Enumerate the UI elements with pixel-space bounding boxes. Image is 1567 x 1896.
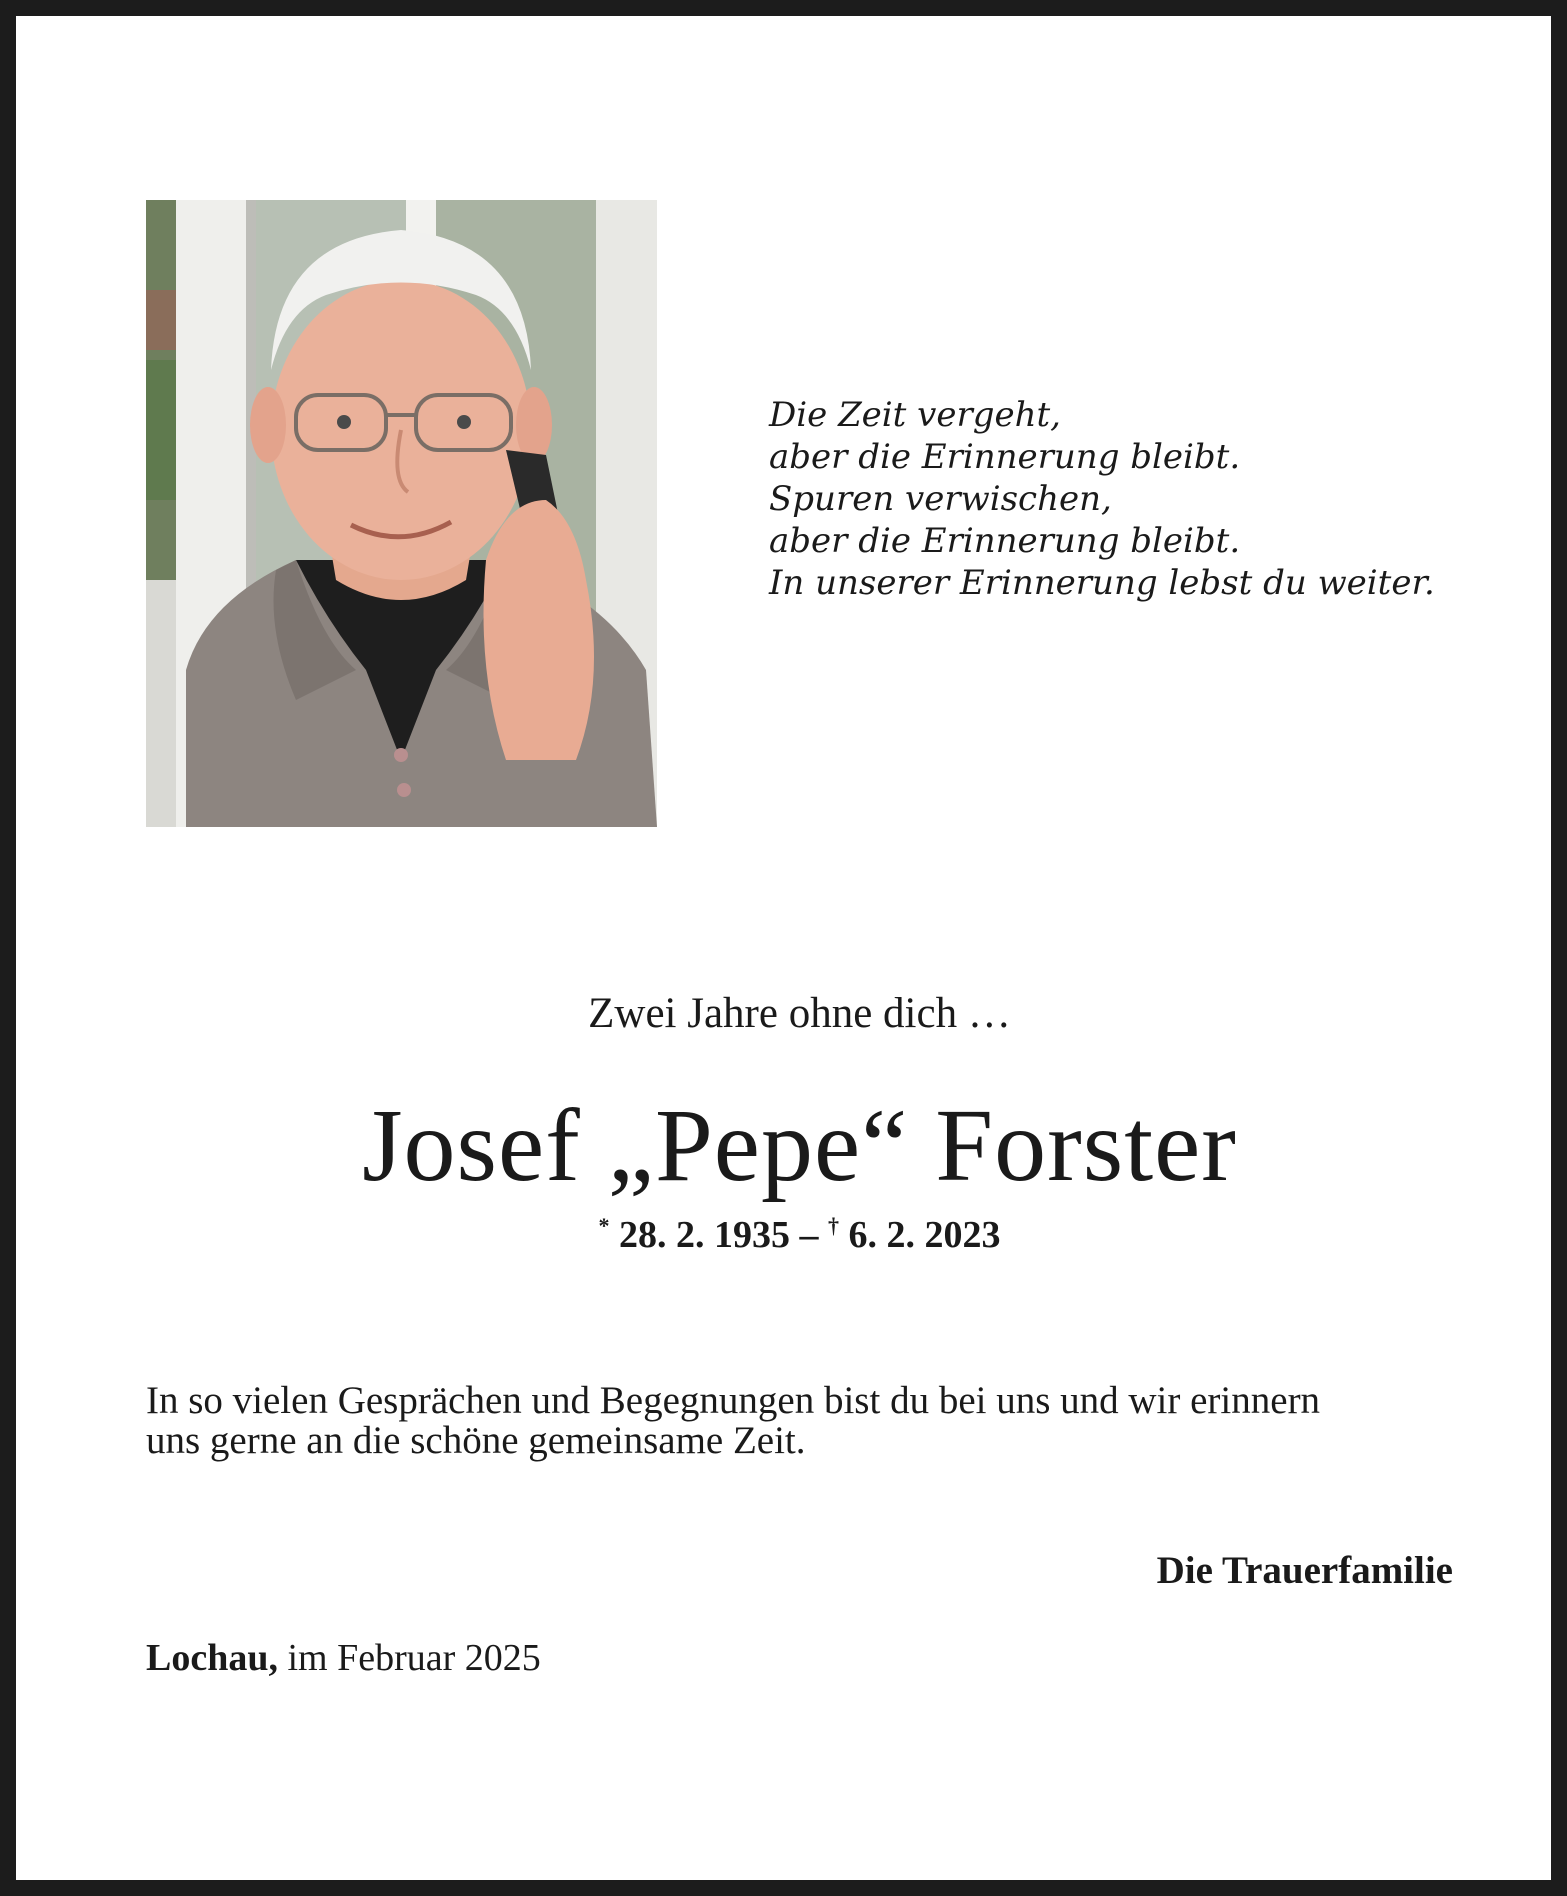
place-month: im Februar 2025: [277, 1637, 541, 1679]
poem-line: In unserer Erinnerung lebst du weiter.: [769, 563, 1435, 603]
date-separator: –: [790, 1214, 828, 1256]
memorial-message: [146, 1381, 1466, 1461]
place-town: Lochau,: [146, 1637, 278, 1679]
intro-text: Zwei Jahre ohne dich …: [588, 990, 1011, 1037]
poem-line: aber die Erinnerung bleibt.: [769, 437, 1241, 477]
deceased-name: Josef „Pepe“ Forster: [362, 1088, 1237, 1203]
message-line: uns gerne an die schöne gemeinsame Zeit.: [146, 1419, 806, 1462]
birth-date: 28. 2. 1935: [619, 1214, 790, 1256]
memorial-poem: [769, 394, 1489, 604]
poem-line: Spuren verwischen,: [769, 479, 1112, 519]
birth-symbol: *: [598, 1213, 610, 1238]
portrait-photo: [146, 200, 657, 827]
death-date: 6. 2. 2023: [848, 1214, 1001, 1256]
life-dates: [16, 1211, 1567, 1259]
signature: Die Trauerfamilie: [1156, 1549, 1453, 1592]
poem-line: aber die Erinnerung bleibt.: [769, 521, 1241, 561]
death-symbol: †: [828, 1213, 839, 1238]
place-date: [146, 1633, 846, 1683]
poem-line: Die Zeit vergeht,: [769, 395, 1061, 435]
portrait-icon: [146, 200, 657, 827]
message-line: In so vielen Gesprächen und Begegnungen bist du bei uns und wir erinnern: [146, 1379, 1321, 1422]
